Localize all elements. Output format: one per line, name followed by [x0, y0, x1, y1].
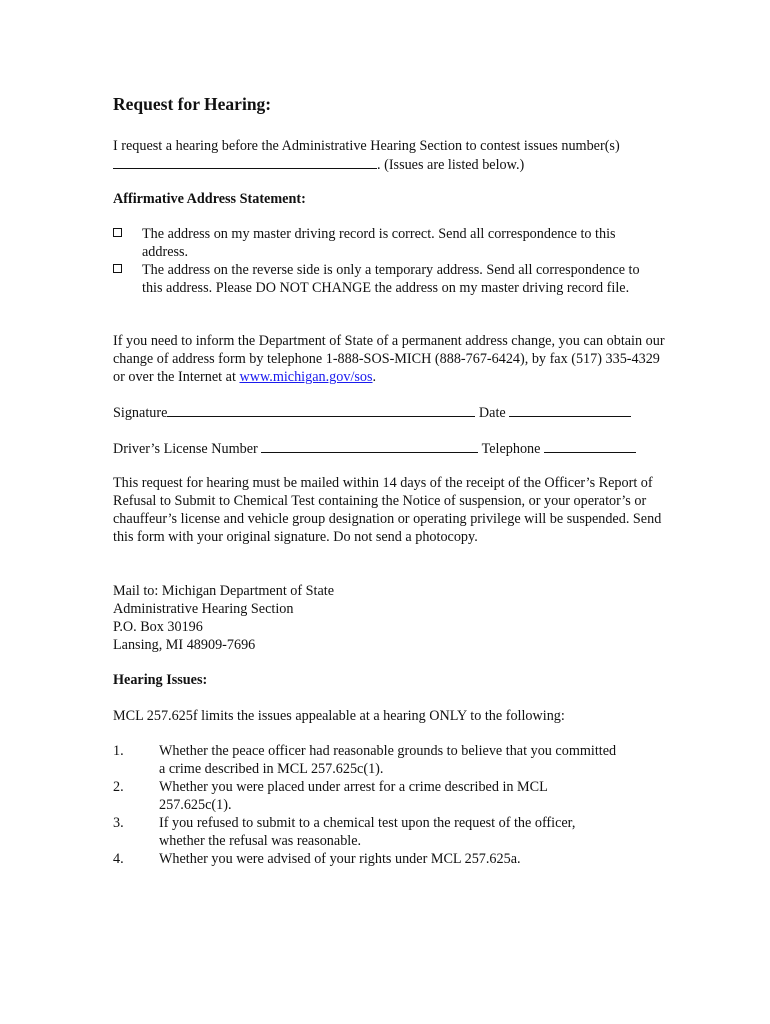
- address-change-info: [113, 332, 673, 386]
- mail-to-line: Mail to: Michigan Department of State: [113, 583, 335, 599]
- mailing-address: [113, 582, 673, 654]
- mail-po-box-line: P.O. Box 30196: [113, 619, 203, 635]
- list-item-number: 2.: [113, 779, 124, 795]
- date-label: Date: [478, 405, 506, 421]
- hearing-issues-intro: MCL 257.625f limits the issues appealable at a hearing ONLY to the following:: [113, 708, 565, 724]
- address-change-text: If you need to inform the Department of State of a permanent address change, you can obtain our change of address form by telephone 1-888-SOS-MICH (888-767-6424), by fax (517) 335-4329 or over the Internet at: [113, 333, 665, 385]
- michigan-sos-link[interactable]: www.michigan.gov/sos: [239, 369, 373, 385]
- page-title: Request for Hearing:: [113, 94, 272, 114]
- telephone-field[interactable]: [544, 439, 636, 453]
- list-item-text: Whether you were advised of your rights under MCL 257.625a.: [159, 851, 521, 867]
- request-prefix: I request a hearing before the Administrative Hearing Section to contest issues number(s): [113, 138, 620, 154]
- telephone-label: Telephone: [481, 441, 541, 457]
- license-number-field[interactable]: [261, 439, 478, 453]
- list-item-text: If you refused to submit to a chemical test upon the request of the officer, whether the refusal was reasonable.: [159, 815, 576, 849]
- issue-numbers-field[interactable]: [113, 155, 377, 169]
- list-item-number: 4.: [113, 851, 124, 867]
- mail-deadline-notice: This request for hearing must be mailed within 14 days of the receipt of the Officer’s Report of Refusal to Submit to Chemical Test containing the Notice of suspension, or your operator’s or chauffeur’s license and vehicle group designation or operating privilege will be suspended. Send this form with your original signature. Do not send a photocopy.: [113, 475, 662, 545]
- address-change-end: .: [372, 369, 377, 385]
- mail-city-line: Lansing, MI 48909-7696: [113, 637, 256, 653]
- checkbox-address-temporary[interactable]: [113, 264, 122, 273]
- license-label: Driver’s License Number: [113, 441, 258, 457]
- list-item-number: 3.: [113, 815, 124, 831]
- address-option-temporary-label: The address on the reverse side is only a temporary address. Send all correspondence to this address. Please DO NOT CHANGE the address on my master driving record file.: [142, 262, 640, 296]
- mail-section-line: Administrative Hearing Section: [113, 601, 294, 617]
- list-item-text: Whether the peace officer had reasonable grounds to believe that you committed a crime described in MCL 257.625c(1).: [159, 743, 617, 777]
- list-item-text: Whether you were placed under arrest for a crime described in MCL 257.625c(1).: [159, 779, 548, 813]
- date-field[interactable]: [509, 403, 631, 417]
- license-row: [113, 439, 636, 458]
- request-suffix: . (Issues are listed below.): [377, 157, 525, 173]
- signature-row: [113, 403, 631, 422]
- signature-field[interactable]: [167, 403, 475, 417]
- affirmative-address-heading: Affirmative Address Statement:: [113, 191, 306, 207]
- signature-label: Signature: [113, 405, 168, 421]
- checkbox-address-correct[interactable]: [113, 228, 122, 237]
- address-option-correct-label: The address on my master driving record is correct. Send all correspondence to this address.: [142, 226, 616, 260]
- list-item-number: 1.: [113, 743, 124, 759]
- hearing-issues-heading: Hearing Issues:: [113, 672, 208, 688]
- request-statement: [113, 137, 673, 174]
